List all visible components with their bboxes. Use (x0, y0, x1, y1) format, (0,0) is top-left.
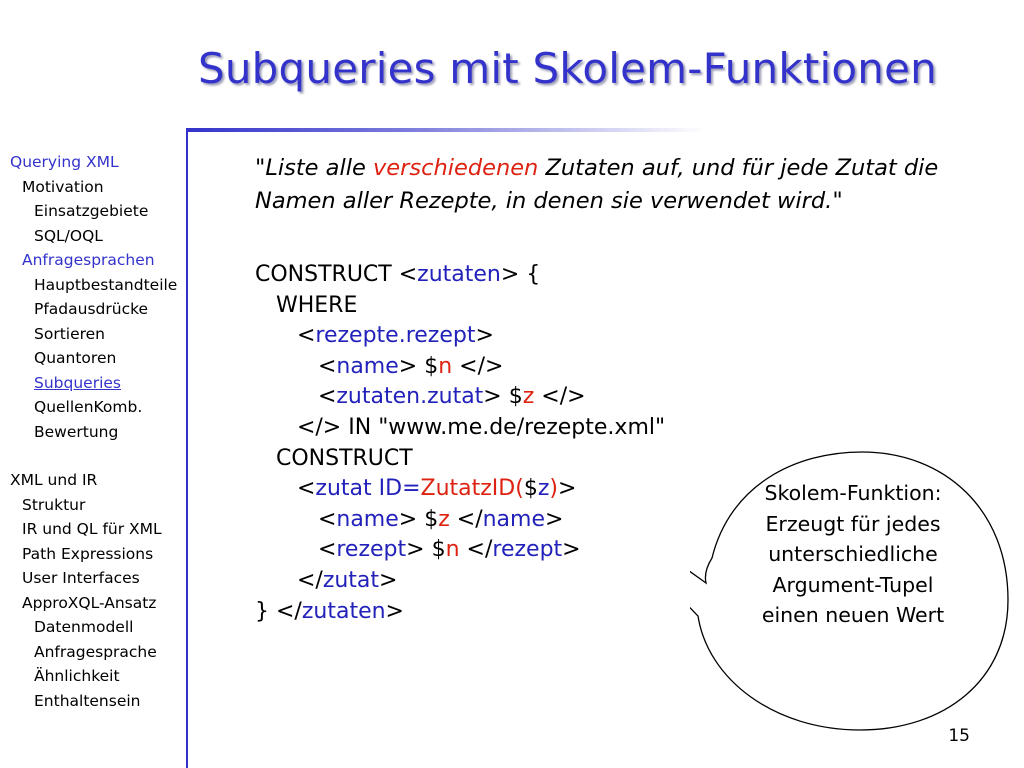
callout-line-4: Argument-Tupel (772, 572, 934, 597)
outline-nav (0, 150, 184, 713)
task-quote (255, 152, 985, 218)
nav-item-user-interfaces[interactable]: User Interfaces (22, 569, 140, 587)
code-var-n-out: n (445, 537, 460, 563)
code-var-z: z (522, 384, 535, 410)
nav-item-hauptbestandteile[interactable]: Hauptbestandteile (34, 275, 178, 294)
code-source-url: "www.me.de/rezepte.xml" (378, 414, 666, 440)
code-skolem-function: ZutatzID( (420, 476, 524, 502)
nav-item-einsatzgebiete[interactable]: Einsatzgebiete (34, 202, 149, 220)
code-attr-id: ID (378, 476, 403, 502)
nav-item-quellenkomb[interactable]: QuellenKomb. (34, 398, 143, 416)
nav-item-aehnlichkeit[interactable]: Ähnlichkeit (34, 667, 120, 685)
code-tag-name-close: name (482, 506, 545, 532)
nav-item-enthaltensein[interactable]: Enthaltensein (34, 691, 141, 710)
code-tag-rezept-close: rezept (492, 537, 563, 563)
code-keyword-construct-inner: CONSTRUCT (275, 445, 413, 471)
callout-line-1: Skolem-Funktion: (764, 481, 942, 505)
code-tag-rezept-open: rezept (336, 537, 407, 563)
nav-item-approxql[interactable]: ApproXQL-Ansatz (22, 593, 157, 612)
code-tag-rezepte-rezept: rezepte.rezept (315, 323, 476, 349)
code-tag-name: name (336, 353, 399, 379)
code-var-z-out: z (438, 506, 450, 532)
code-keyword-in: IN (348, 414, 372, 440)
nav-item-sql-oql[interactable]: SQL/OQL (34, 226, 103, 245)
callout-text (712, 478, 994, 631)
quote-text-start: "Liste alle (255, 155, 373, 181)
callout-line-3: unterschiedliche (768, 542, 938, 567)
nav-item-xml-und-ir[interactable]: XML und IR (10, 471, 98, 489)
nav-item-querying-xml[interactable]: Querying XML (10, 153, 119, 171)
sidebar-divider (186, 130, 188, 768)
code-tag-name-open: name (336, 506, 399, 532)
code-tag-zutaten-close: zutaten (301, 598, 386, 624)
title-underline-gradient (186, 128, 706, 132)
nav-spacer (0, 444, 184, 468)
page-number: 15 (948, 726, 970, 746)
code-skolem-close: ) (549, 476, 558, 502)
quote-text-end: Zutaten auf, und für jede Zutat die Namen aller Rezepte, in denen sie verwendet wird." (255, 155, 939, 214)
code-tag-zutat: zutat (315, 476, 372, 502)
nav-item-struktur[interactable]: Struktur (22, 495, 86, 514)
nav-item-sortieren[interactable]: Sortieren (34, 324, 106, 343)
nav-item-quantoren[interactable]: Quantoren (34, 349, 117, 367)
nav-item-anfragesprache[interactable]: Anfragesprache (34, 642, 157, 661)
code-var-z-arg: z (537, 476, 550, 502)
nav-item-anfragesprachen[interactable]: Anfragesprachen (22, 251, 155, 269)
code-var-n: n (438, 353, 453, 379)
code-tag-zutaten: zutaten (417, 262, 501, 287)
nav-item-path-expressions[interactable]: Path Expressions (22, 544, 154, 563)
code-keyword-where: WHERE (275, 292, 358, 318)
code-tag-zutaten-zutat: zutaten.zutat (336, 384, 484, 410)
nav-item-bewertung[interactable]: Bewertung (34, 422, 119, 441)
nav-item-ir-und-ql[interactable]: IR und QL für XML (22, 520, 162, 538)
query-code-block: CONSTRUCT <zutaten> { WHERE <rezepte.rezept> <name> $n </> <zutaten.zutat> $z </> </> IN "www.me.de/rezepte.xml" CONSTRUCT <zutat ID=ZutatzID($z)> <name> $z </name> <rezept> $n </rezept> </zutat> } </zutaten> (255, 262, 666, 624)
nav-item-subqueries[interactable]: Subqueries (34, 373, 121, 392)
slide-title: Subqueries mit Skolem-Funktionen (198, 44, 937, 93)
nav-item-motivation[interactable]: Motivation (22, 177, 104, 196)
callout-line-5: einen neuen Wert (761, 603, 945, 628)
code-tag-zutat-close: zutat (322, 567, 380, 593)
callout-line-2: Erzeugt für jedes (765, 511, 941, 536)
nav-item-datenmodell[interactable]: Datenmodell (34, 618, 134, 636)
code-keyword-construct: CONSTRUCT (255, 262, 392, 287)
nav-item-pfadausdruecke[interactable]: Pfadausdrücke (34, 300, 149, 318)
quote-highlight: verschiedenen (372, 155, 539, 181)
